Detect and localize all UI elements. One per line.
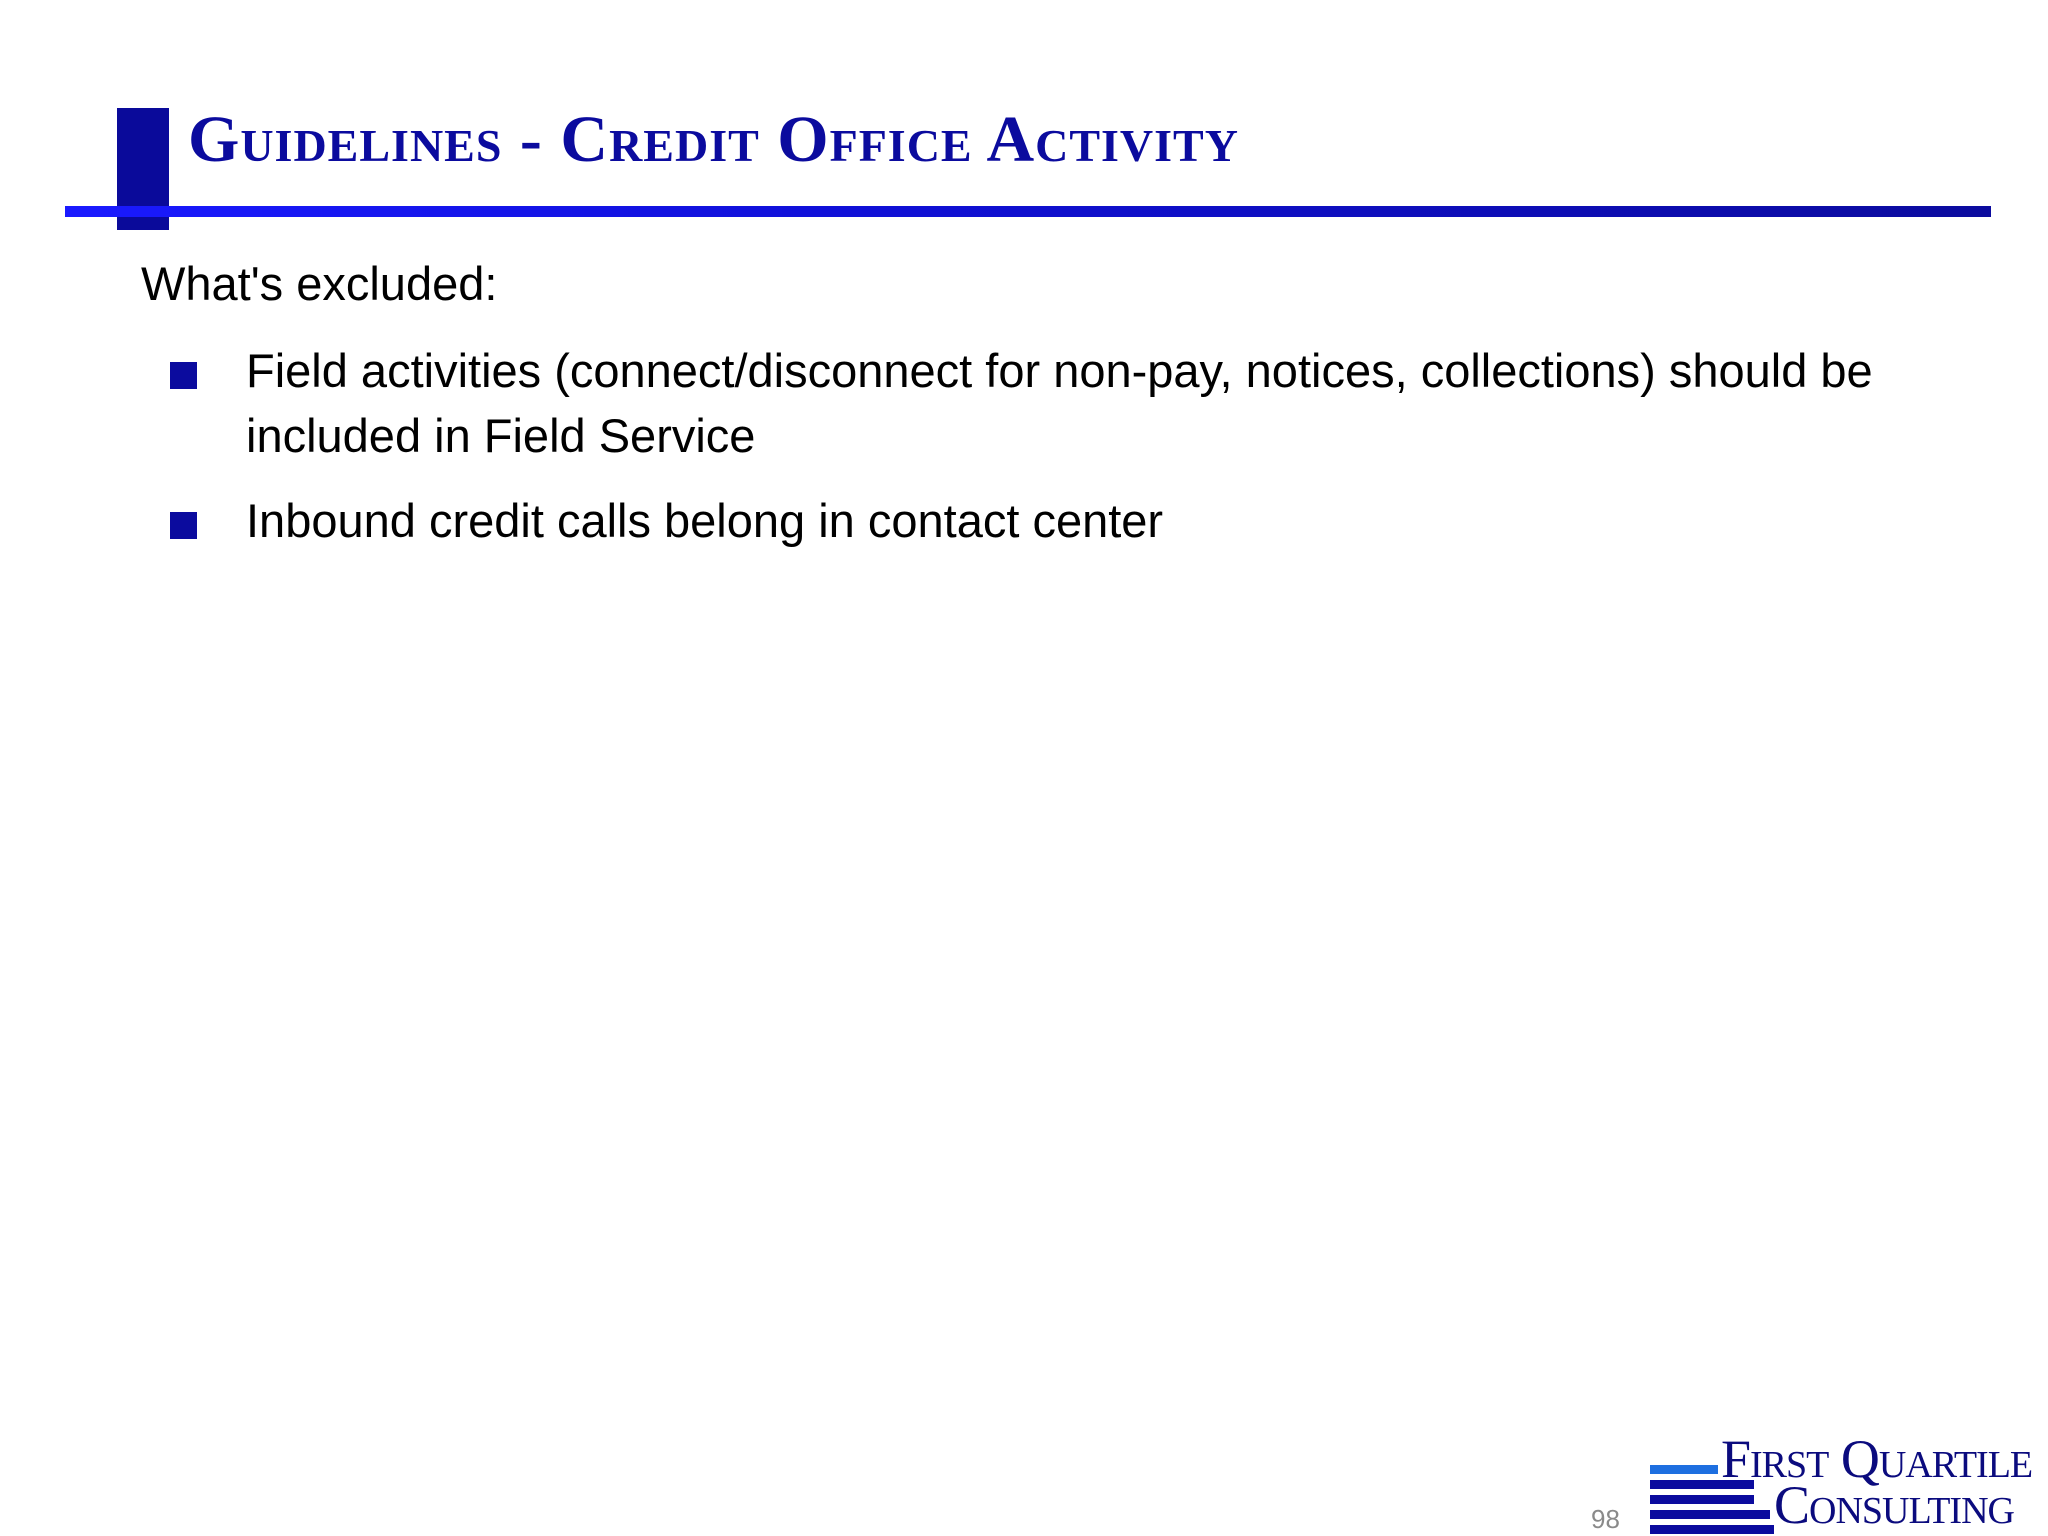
- slide-title: Guidelines - Credit Office Activity: [188, 103, 1239, 176]
- square-bullet-icon: [170, 362, 197, 389]
- bullet-list: [168, 338, 1968, 573]
- bullet-item: [168, 488, 1968, 553]
- intro-text: What's excluded:: [141, 257, 498, 310]
- logo-text-line1: First Quartile: [1721, 1429, 2033, 1489]
- page-number: 98: [1591, 1504, 1620, 1534]
- logo-bar-icon: [1650, 1510, 1770, 1519]
- square-bullet-icon: [170, 512, 197, 539]
- bullet-text: Inbound credit calls belong in contact center: [246, 494, 1164, 547]
- logo-bar-icon: [1650, 1465, 1718, 1474]
- logo-bar-icon: [1650, 1495, 1754, 1504]
- logo-bar-icon: [1650, 1525, 1774, 1534]
- logo-text-line2: Consulting: [1774, 1475, 2014, 1535]
- bullet-item: [168, 338, 1968, 468]
- company-logo: [1650, 1430, 2048, 1536]
- title-underline: [65, 206, 1991, 217]
- bullet-text: Field activities (connect/disconnect for non-pay, notices, collections) should be included in Field Service: [246, 344, 1873, 462]
